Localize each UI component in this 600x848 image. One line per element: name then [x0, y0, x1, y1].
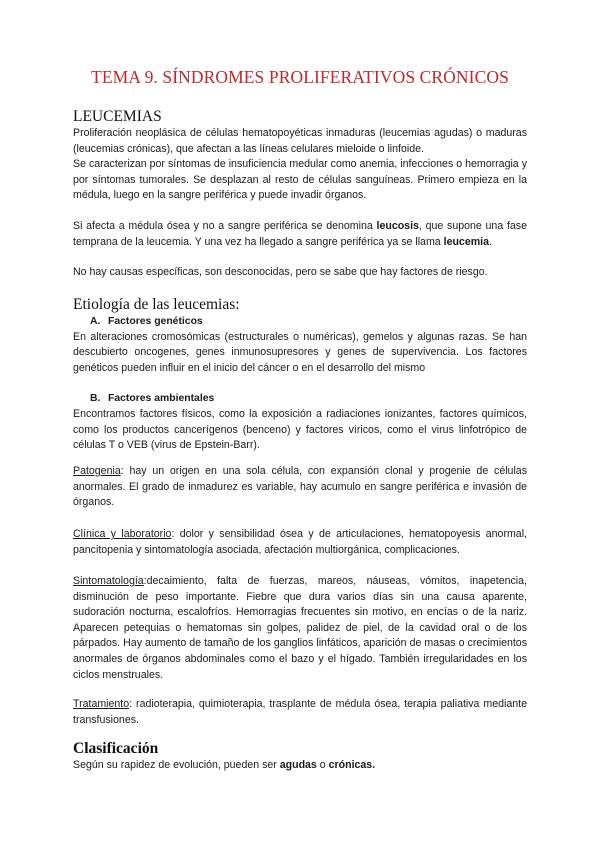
sintomatologia-section: [73, 574, 527, 683]
clasificacion-section: [73, 740, 527, 774]
leucemias-definition: Proliferación neoplásica de células hematopoyéticas inmaduras (leucemias agudas) o maduras (leucemias crónicas), que afectan a las líneas celulares mieloide o linfoide.: [73, 127, 527, 155]
clinica-paragraph: Clínica y laboratorio: dolor y sensibilidad ósea y de articulaciones, hematopoyesis anormal, pancitopenia y sintomatología asociada, afectación multiorgánica, complicaciones.: [73, 528, 527, 556]
clinica-section: [73, 527, 527, 558]
leucosis-paragraph: Si afecta a médula ósea y no a sangre periférica se denomina leucosis, que supone una fase temprana de la leucemia. Y una vez ha llegado a sangre periférica ya se llama leucemia.: [73, 219, 527, 248]
etiologia-heading: Etiología de las leucemias:: [73, 296, 240, 313]
causes-paragraph: No hay causas específicas, son desconocidas, pero se sabe que hay factores de riesgo.: [73, 266, 488, 279]
clasificacion-heading: Clasificación: [73, 740, 159, 757]
leucemia-term: leucemia: [443, 235, 489, 248]
page-title: TEMA 9. SÍNDROMES PROLIFERATIVOS CRÓNICOS: [91, 67, 509, 87]
leucemias-symptoms: Se caracterizan por síntomas de insuficiencia medular como anemia, infecciones o hemorragia y por síntomas tumorales. Se desplazan al resto de células sanguíneas. Primero empieza en la médula, luego en la sangre periférica y puede invadir órganos.: [73, 158, 527, 202]
cronicas-term: crónicas.: [328, 759, 376, 771]
sintomatologia-label: Sintomatología: [73, 575, 144, 587]
patogenia-label: Patogenia: [73, 465, 121, 477]
patogenia-paragraph: Patogenia: hay un origen en una sola célula, con expansión clonal y progenie de células anormales. El grado de inmadurez es variable, hay acumulo en sangre periférica e invasión de órganos.: [73, 465, 527, 509]
sintomatologia-paragraph: Sintomatología:decaimiento, falta de fuerzas, mareos, náuseas, vómitos, inapetencia, disminución de peso importante. Fiebre que dura varios días sin una causa aparente, sudoración nocturna, escalofríos. Hemorragias frecuentes sin motivo, en encías o de la nariz. Aparecen petequias o hematomas sin golpes, palidez de piel, de la cavidad oral o de los párpados. Hay aumento de tamaño de los ganglios linfáticos, aparición de masas o crecimientos anormales de órganos abdominales como el bazo y el hígado. También irregularidades en los ciclos menstruales.: [73, 575, 527, 681]
leucemias-section: [73, 108, 527, 281]
agudas-term: agudas: [279, 759, 317, 771]
tratamiento-paragraph: Tratamiento: radioterapia, quimioterapia, trasplante de médula ósea, terapia paliativa mediante transfusiones.: [73, 698, 527, 726]
factor-b-text: Encontramos factores físicos, como la exposición a radiaciones ionizantes, factores químicos, como los productos cancerígenos (benceno) y factores víricos, como el virus linfotrópico de células T o VEB (virus de Epstein-Barr).: [73, 407, 527, 452]
leucosis-term: leucosis: [376, 219, 419, 232]
factor-a-text: En alteraciones cromosómicas (estructurales o numéricas), gemelos y algunas razas. Se han descubierto oncogenes, genes inmunosupresores y genes de supervivencia. Los factores genéticos pueden influir en el inicio del cáncer o en el desarrollo del mismo: [73, 330, 527, 374]
leucemias-heading: LEUCEMIAS: [73, 108, 162, 125]
etiologia-section: [73, 296, 527, 454]
tratamiento-label: Tratamiento: [73, 698, 130, 710]
clasificacion-paragraph: Según su rapidez de evolución, pueden ser agudas o crónicas.: [73, 759, 376, 771]
factor-a-title: A. Factores genéticos: [90, 316, 203, 327]
factor-b-title: B. Factores ambientales: [90, 393, 215, 405]
clinica-label: Clínica y laboratorio: [73, 528, 172, 540]
tratamiento-section: [73, 697, 527, 728]
patogenia-section: [73, 464, 527, 511]
